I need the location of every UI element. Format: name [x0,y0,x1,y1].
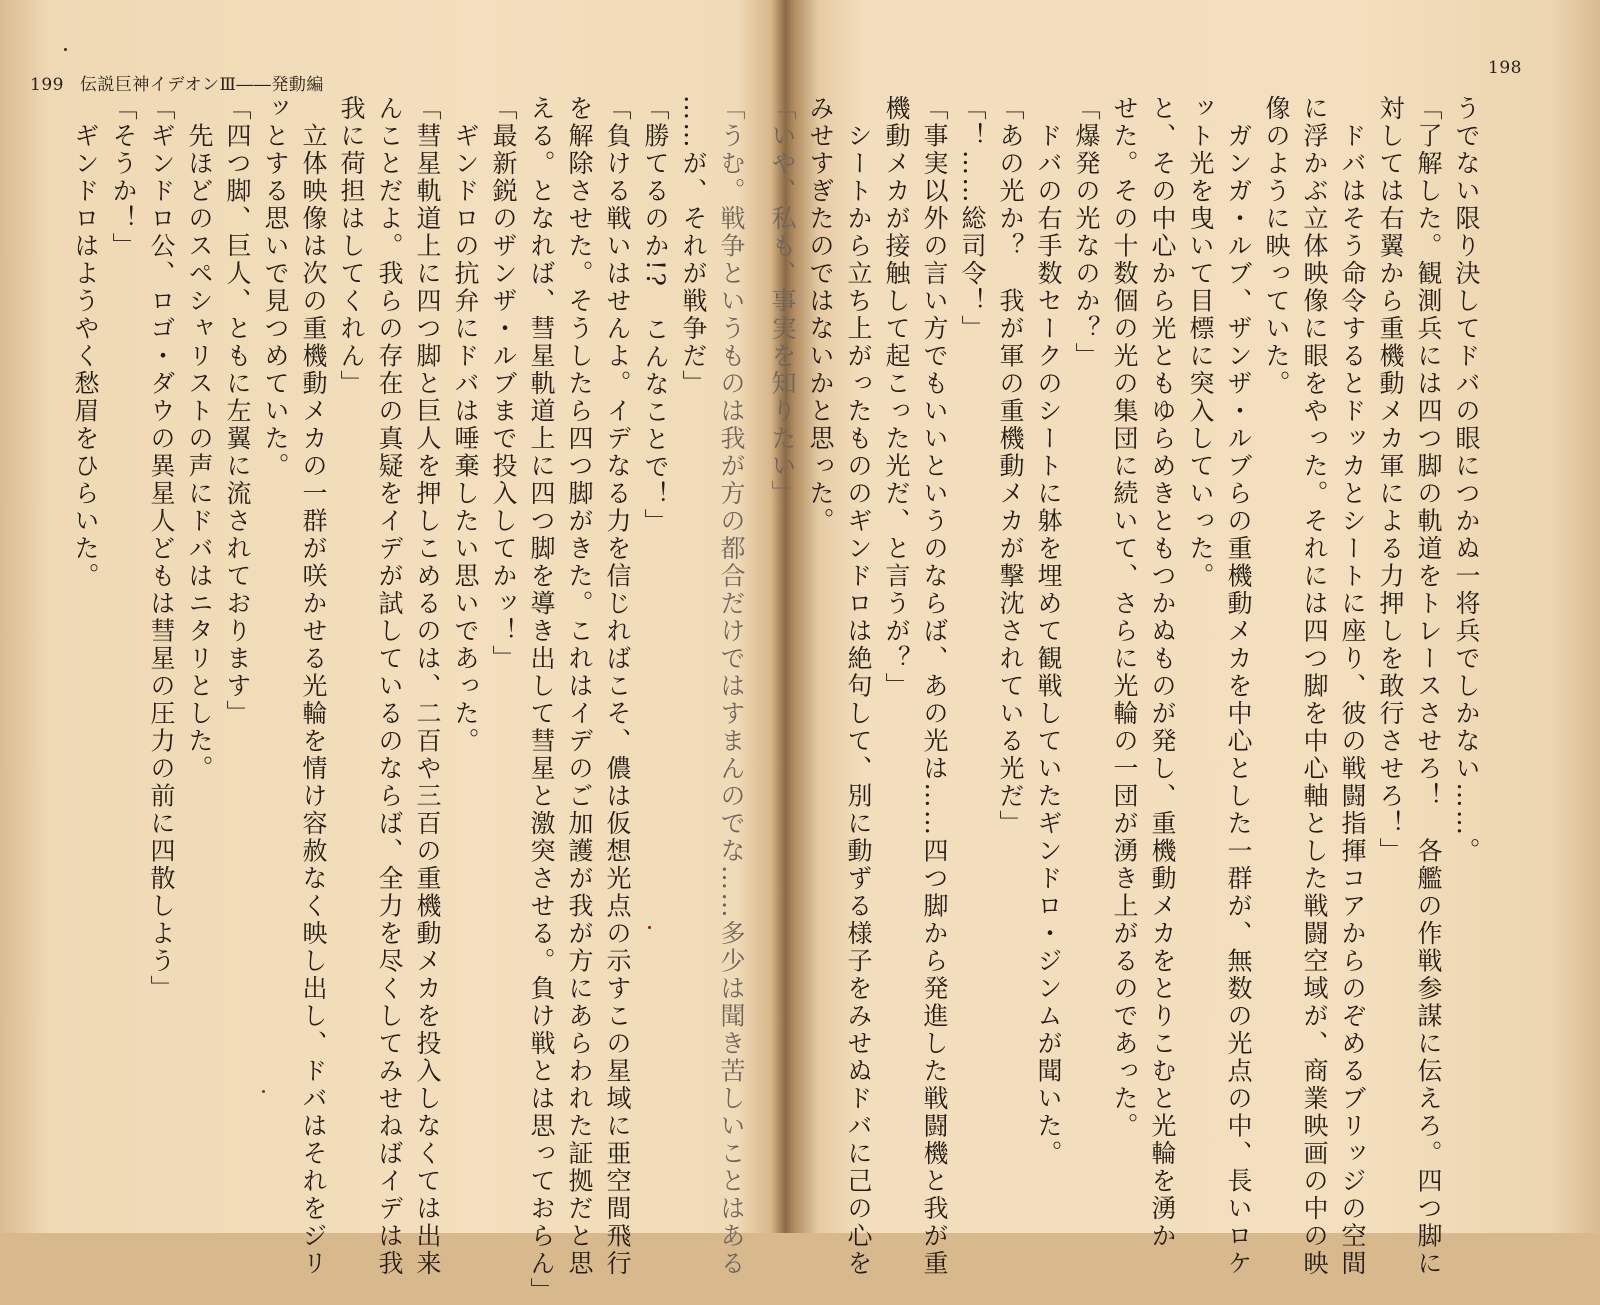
ink-speck [648,926,651,929]
text-line: 「負ける戦いはせんよ。イデなる力を信じればこそ、儂は仮想光点の示すこの星域に亜空間飛行 [603,95,632,1278]
text-line: と、その中心から光ともゆらめきともつかぬものが発し、重機動メカをとりこむと光輪を湧か [1148,95,1177,1250]
text-line: ガンガ・ルブ、ザンザ・ルブらの重機動メカを中心とした一群が、無数の光点の中、長いロケ [1224,95,1253,1278]
left-page-number: 199 [30,75,64,95]
left-page-header [30,70,324,95]
text-line: ギンドロの抗弁にドバは唾棄したい思いであった。 [451,95,480,755]
text-line: 「彗星軌道上に四つ脚と巨人を押しこめるのは、二百や三百の重機動メカを投入しなくては出来 [413,95,442,1278]
text-line: ッとする思いで見つめていた。 [261,95,290,480]
text-line: 「あの光か？ 我が軍の重機動メカが撃沈されている光だ」 [996,95,1025,838]
text-line: 我に荷担はしてくれん」 [337,95,366,398]
text-line: 像のように映っていた。 [1262,95,1291,398]
text-line: 「了解した。観測兵には四つ脚の軌道をトレースさせろ！ 各艦の作戦参謀に伝えろ。四つ脚に [1414,95,1443,1278]
text-line: ット光を曳いて目標に突入していった。 [1186,95,1215,590]
text-line: 対しては右翼から重機動メカ軍による力押しを敢行させろ！」 [1376,95,1405,865]
text-line: 「そうか！」 [109,95,138,260]
left-page-text [50,95,750,1305]
text-line: んことだよ。我らの存在の真疑をイデが試しているのならば、全力を尽くしてみせねばイデは我 [375,95,404,1278]
text-line: 「！……総司令！」 [958,95,987,343]
text-line: 「最新鋭のザンザ・ルブまで投入してかッ！」 [489,95,518,673]
text-line: せた。その十数個の光の集団に続いて、さらに光輪の一団が湧き上がるのであった。 [1110,95,1139,1140]
ink-speck [262,1090,265,1093]
text-line: シートから立ち上がったもののギンドロは絶句して、別に動ずる様子をみせぬドバに己の心を [844,95,873,1278]
text-line: 機動メカが接触して起こった光だ、と言うが？」 [882,95,911,700]
text-line: 「勝てるのか!? こんなことで！」 [641,95,670,536]
text-line: 「爆発の光なのか？」 [1072,95,1101,370]
text-line: 「いや、私も、事実を知りたい」 [768,95,797,508]
text-line: みせすぎたのではないかと思った。 [806,95,835,535]
text-line: 先ほどのスペシャリストの声にドバはニタリとした。 [185,95,214,783]
text-line: 「事実以外の言い方でもいいというのならば、あの光は……四つ脚から発進した戦闘機と我が重 [920,95,949,1278]
text-line: ……が、それが戦争だ」 [679,95,708,398]
right-page-number: 198 [1488,58,1522,78]
text-line: 立体映像は次の重機動メカの一群が咲かせる光輪を情け容赦なく映し出し、ドバはそれをジリ [299,95,328,1278]
text-line: ギンドロはようやく愁眉をひらいた。 [71,95,100,590]
text-line: に浮かぶ立体映像に眼をやった。それには四つ脚を中心軸とした戦闘空域が、商業映画の中の映 [1300,95,1329,1278]
text-line: える。となれば、彗星軌道上に四つ脚を導き出して彗星と激突させる。負け戦とは思っておらん」 [527,95,556,1305]
text-line: 「四つ脚、巨人、ともに左翼に流されております」 [223,95,252,728]
running-title: 伝説巨神イデオンⅢ――発動編 [79,75,324,95]
text-line: を解除させた。そうしたら四つ脚がきた。これはイデのご加護が我が方にあらわれた証拠だと思 [565,95,594,1278]
text-line: うでない限り決してドバの眼につかぬ一将兵でしかない……。 [1452,95,1481,865]
text-line: 「ギンドロ公、ロゴ・ダウの異星人どもは彗星の圧力の前に四散しよう」 [147,95,176,1003]
text-line: 「うむ。戦争というものは我が方の都合だけではすまんのでな……多少は聞き苦しいことはある [717,95,746,1278]
text-line: ドバの右手数セークのシートに躰を埋めて観戦していたギンドロ・ジンムが聞いた。 [1034,95,1063,1168]
right-page-text [768,95,1485,1278]
text-line: ドバはそう命令するとドッカとシートに座り、彼の戦闘指揮コアからのぞめるブリッジの空間 [1338,95,1367,1278]
ink-speck [64,48,67,51]
